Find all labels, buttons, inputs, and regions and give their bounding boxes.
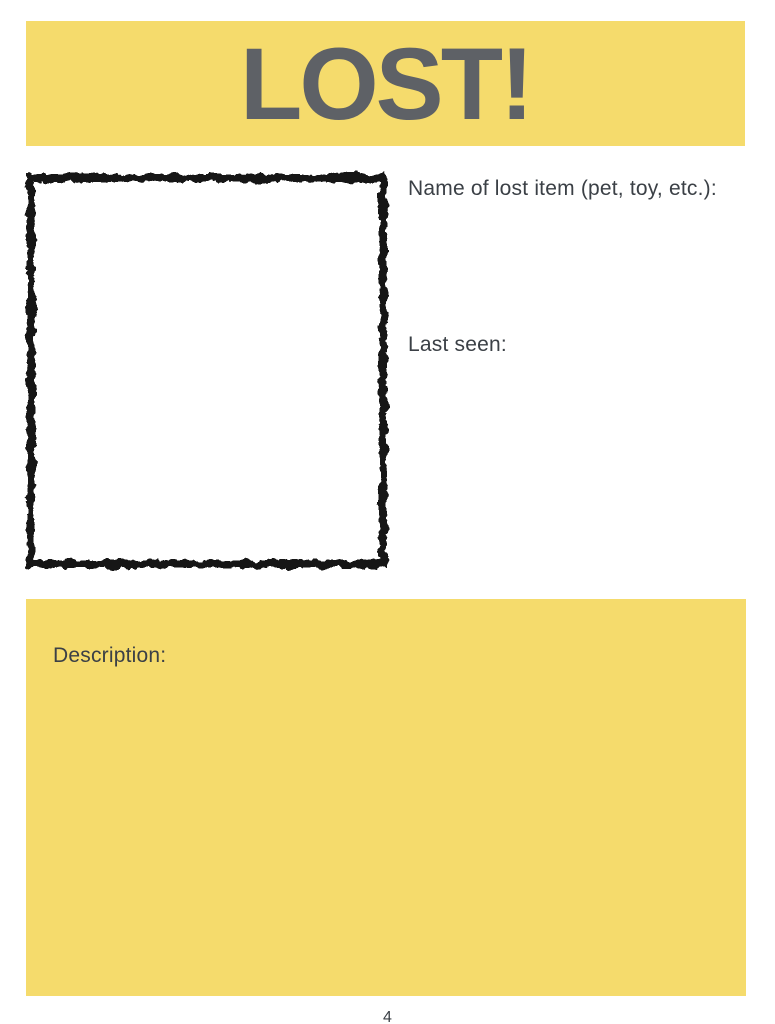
name-answer-area[interactable]	[408, 205, 748, 315]
description-answer-area[interactable]	[26, 599, 746, 996]
lost-banner	[26, 21, 745, 146]
last-seen-label: Last seen:	[408, 333, 507, 356]
name-of-lost-item-label: Name of lost item (pet, toy, etc.):	[408, 177, 717, 200]
page-number: 4	[383, 1009, 392, 1024]
description-label: Description:	[53, 644, 167, 667]
last-seen-answer-area[interactable]	[408, 361, 748, 561]
page-footer	[0, 1009, 775, 1024]
photo-frame[interactable]	[20, 167, 394, 575]
crayon-frame-drawing	[20, 167, 394, 575]
page-title: LOST!	[240, 26, 531, 141]
